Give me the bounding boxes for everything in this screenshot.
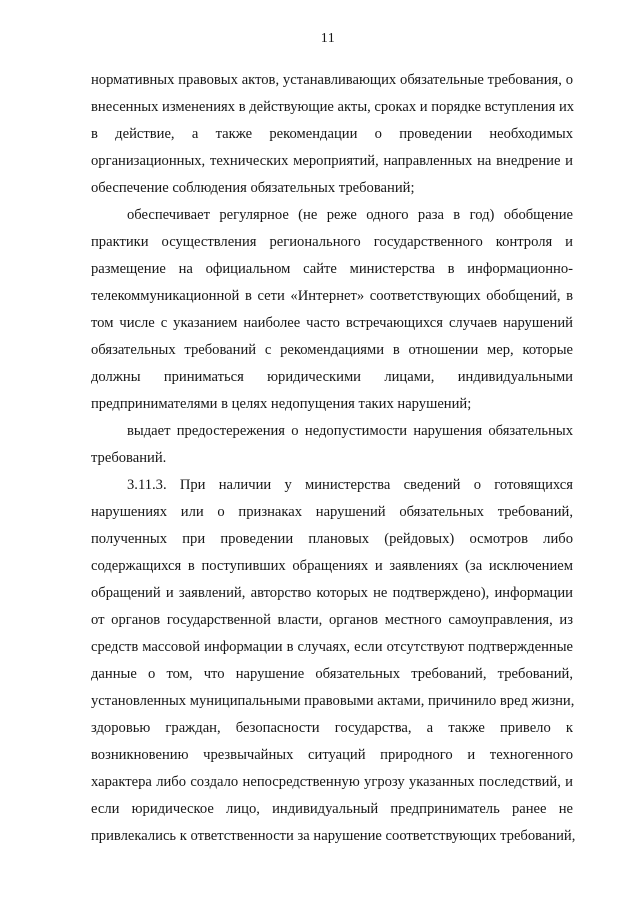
text-line: выдает предостережения о недопустимости нарушения обязательных — [127, 423, 573, 439]
text-line: возникновению чрезвычайных ситуаций природного и техногенного — [91, 747, 573, 763]
text-line: 3.11.3. При наличии у министерства сведений о готовящихся — [127, 477, 573, 493]
text-line: нарушениях или о признаках нарушений обязательных требований, — [91, 504, 573, 520]
paragraph-3 — [91, 418, 573, 472]
text-line: обязательных требований с рекомендациями в отношении мер, которые — [91, 342, 573, 358]
text-line: здоровью граждан, безопасности государства, а также привело к — [91, 720, 573, 736]
paragraph-4 — [91, 472, 576, 850]
text-line: обеспечение соблюдения обязательных требований; — [91, 180, 415, 196]
paragraph-1 — [91, 67, 573, 202]
text-line: должны приниматься юридическими лицами, индивидуальными — [91, 369, 573, 385]
text-line: том числе с указанием наиболее часто встречающихся случаев нарушений — [91, 315, 573, 331]
text-line: практики осуществления регионального государственного контроля и — [91, 234, 573, 250]
text-line: обращений и заявлений, авторство которых не подтверждено), информации — [91, 585, 573, 601]
text-line: содержащихся в поступивших обращениях и заявлениях (за исключением — [91, 558, 573, 574]
text-line: средств массовой информации в случаях, если отсутствуют подтвержденные — [91, 639, 573, 655]
text-line: данные о том, что нарушение обязательных требований, требований, — [91, 666, 573, 682]
text-line: размещение на официальном сайте министерства в информационно- — [91, 261, 573, 277]
text-line: если юридическое лицо, индивидуальный предприниматель ранее не — [91, 801, 573, 817]
document-body — [91, 67, 576, 850]
text-line: привлекались к ответственности за нарушение соответствующих требований, — [91, 828, 576, 844]
text-line: в действие, а также рекомендации о проведении необходимых — [91, 126, 573, 142]
text-line: внесенных изменениях в действующие акты, сроках и порядке вступления их — [91, 99, 575, 115]
text-line: обеспечивает регулярное (не реже одного раза в год) обобщение — [127, 207, 573, 223]
text-line: телекоммуникационной в сети «Интернет» соответствующих обобщений, в — [91, 288, 573, 304]
text-line: нормативных правовых актов, устанавливающих обязательные требования, о — [91, 72, 573, 88]
text-line: установленных муниципальными правовыми актами, причинило вред жизни, — [91, 693, 575, 709]
text-line: от органов государственной власти, органов местного самоуправления, из — [91, 612, 573, 628]
text-line: требований. — [91, 450, 167, 466]
page-number: 11 — [320, 31, 336, 46]
text-line: предпринимателями в целях недопущения таких нарушений; — [91, 396, 472, 412]
text-line: характера либо создало непосредственную угрозу указанных последствий, и — [91, 774, 573, 790]
text-line: организационных, технических мероприятий, направленных на внедрение и — [91, 153, 573, 169]
text-line: полученных при проведении плановых (рейдовых) осмотров либо — [91, 531, 573, 547]
paragraph-2 — [91, 202, 573, 418]
